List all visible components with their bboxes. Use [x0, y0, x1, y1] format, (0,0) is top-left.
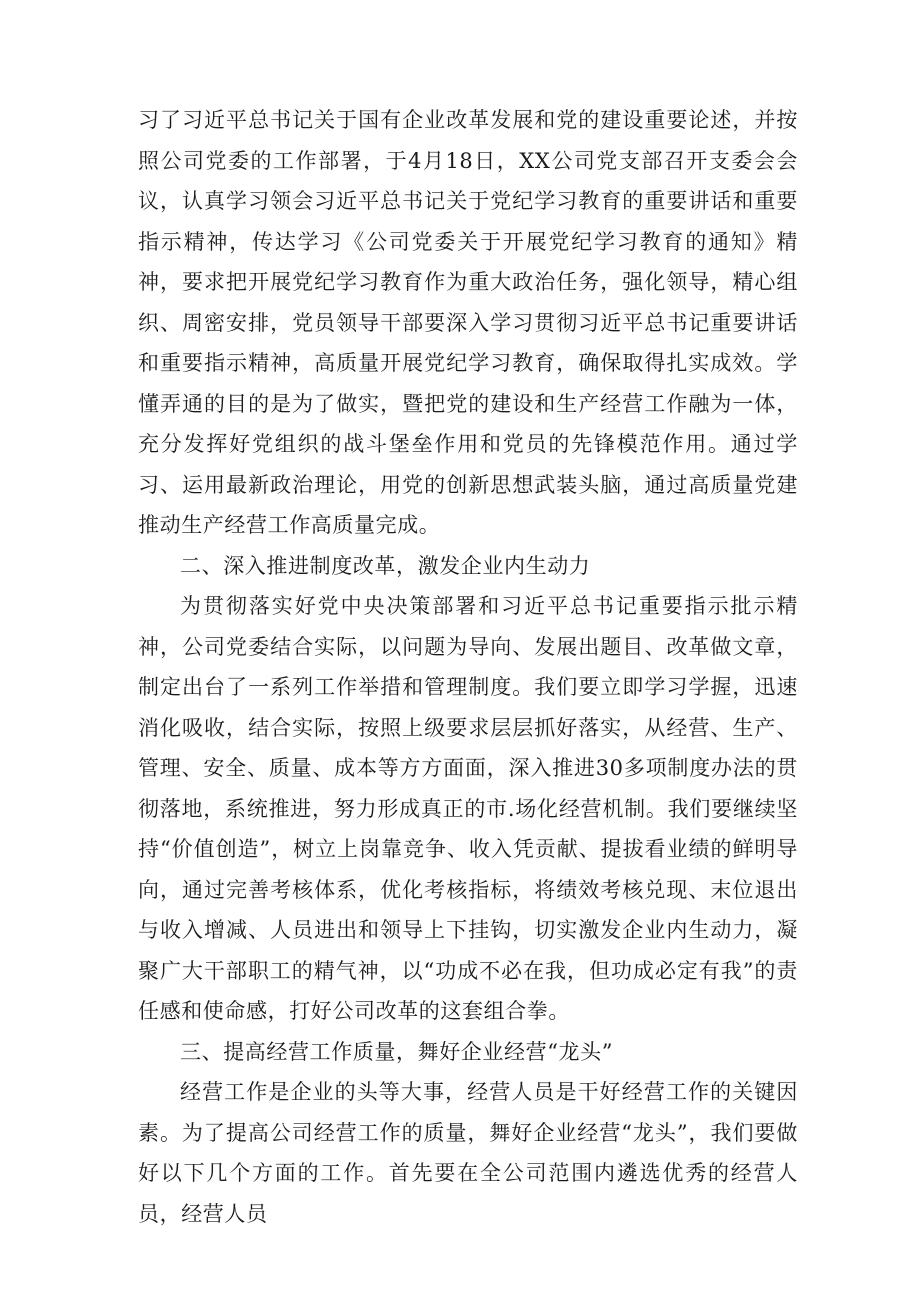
paragraph-section-3: 经营工作是企业的头等大事，经营人员是干好经营工作的关键因素。为了提高公司经营工作的质量，舞好企业经营“龙头”，我们要做好以下几个方面的工作。首先要在全公司范围内遴选优秀的经营人员，经营人员 — [138, 1080, 798, 1226]
paragraph-section-2: 为贯彻落实好党中央决策部署和习近平总书记重要指示批示精神，公司党委结合实际，以问题为导向、发展出题目、改革做文章，制定出台了一系列工作举措和管理制度。我们要立即学习学握，迅速消化吸收，结合实际，按照上级要求层层抓好落实，从经营、生产、管理、安全、质量、成本等方方面面，深入推进30多项制度办法的贯彻落地，系统推进，努力形成真正的市.场化经营机制。我们要继续坚持“价值创造”，树立上岗靠竞争、收入凭贡献、提拔看业绩的鲜明导向，通过完善考核体系，优化考核指标，将绩效考核兑现、末位退出与收入增减、人员进出和领导上下挂钩，切实激发企业内生动力，凝聚广大干部职工的精气神，以“功成不必在我，但功成必定有我”的责任感和使命感，打好公司改革的这套组合拳。 — [138, 594, 798, 1023]
section-heading-2: 二、深入推进制度改革，激发企业内生动力 — [180, 553, 591, 578]
document-body — [138, 100, 798, 1234]
paragraph-continuation: 习了习近平总书记关于国有企业改革发展和党的建设重要论述，并按照公司党委的工作部署，于4月18日，XX公司党支部召开支委会会议，认真学习领会习近平总书记关于党纪学习教育的重要讲话和重要指示精神，传达学习《公司党委关于开展党纪学习教育的通知》精神，要求把开展党纪学习教育作为重大政治任务，强化领导，精心组织、周密安排，党员领导干部要深入学习贯彻习近平总书记重要讲话和重要指示精神，高质量开展党纪学习教育，确保取得扎实成效。学懂弄通的目的是为了做实，暨把党的建设和生产经营工作融为一体，充分发挥好党组织的战斗堡垒作用和党员的先锋模范作用。通过学习、运用最新政治理论，用党的创新思想武装头脑，通过高质量党建推动生产经营工作高质量完成。 — [138, 108, 798, 537]
section-heading-3: 三、提高经营工作质量，舞好企业经营“龙头” — [180, 1039, 614, 1064]
